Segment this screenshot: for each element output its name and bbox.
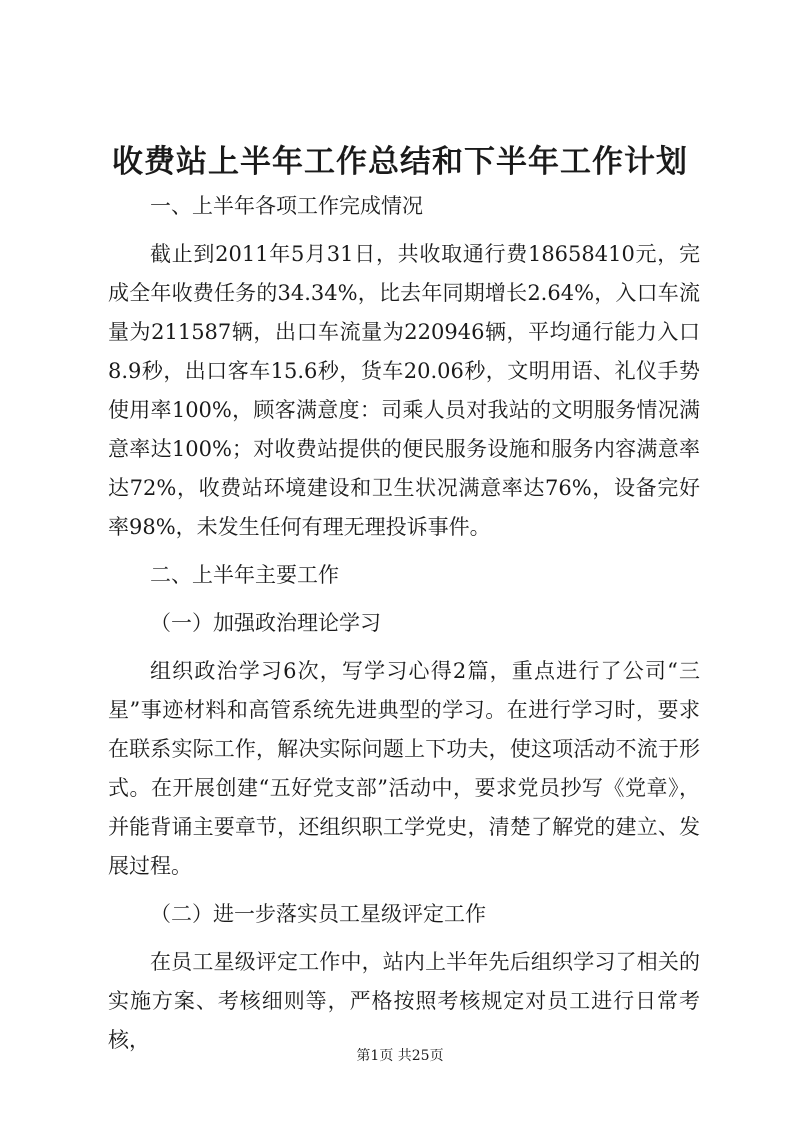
page-number-footer: 第1页 共25页 [356,1048,444,1064]
section-heading-2: 二、上半年主要工作 [150,563,339,587]
paragraph-3: 在员工星级评定工作中，站内上半年先后组织学习了相关的实施方案、考核细则等，严格按照考核规定对员工进行日常考核， [108,950,700,1052]
document-body [108,187,700,1060]
section-heading-1: 一、上半年各项工作完成情况 [150,194,423,218]
document-title: 收费站上半年工作总结和下半年工作计划 [112,144,688,180]
subsection-heading-1: （一）加强政治理论学习 [150,611,381,635]
subsection-heading-2: （二）进一步落实员工星级评定工作 [150,902,486,926]
paragraph-2: 组织政治学习6次，写学习心得2篇，重点进行了公司“三星”事迹材料和高管系统先进典型的学习。在进行学习时，要求在联系实际工作，解决实际问题上下功夫，使这项活动不流于形式。在开展创建“五好党支部”活动中，要求党员抄写《党章》，并能背诵主要章节，还组织职工学党史，清楚了解党的建立、发展过程。 [108,659,700,878]
paragraph-1: 截止到2011年5月31日，共收取通行费18658410元，完成全年收费任务的34.34%，比去年同期增长2.64%，入口车流量为211587辆，出口车流量为220946辆，平均通行能力入口8.9秒，出口客车15.6秒，货车20.06秒，文明用语、礼仪手势使用率100%，顾客满意度：司乘人员对我站的文明服务情况满意率达100%；对收费站提供的便民服务设施和服务内容满意率达72%，收费站环境建设和卫生状况满意率达76%，设备完好率98%，未发生任何有理无理投诉事件。 [108,242,700,539]
